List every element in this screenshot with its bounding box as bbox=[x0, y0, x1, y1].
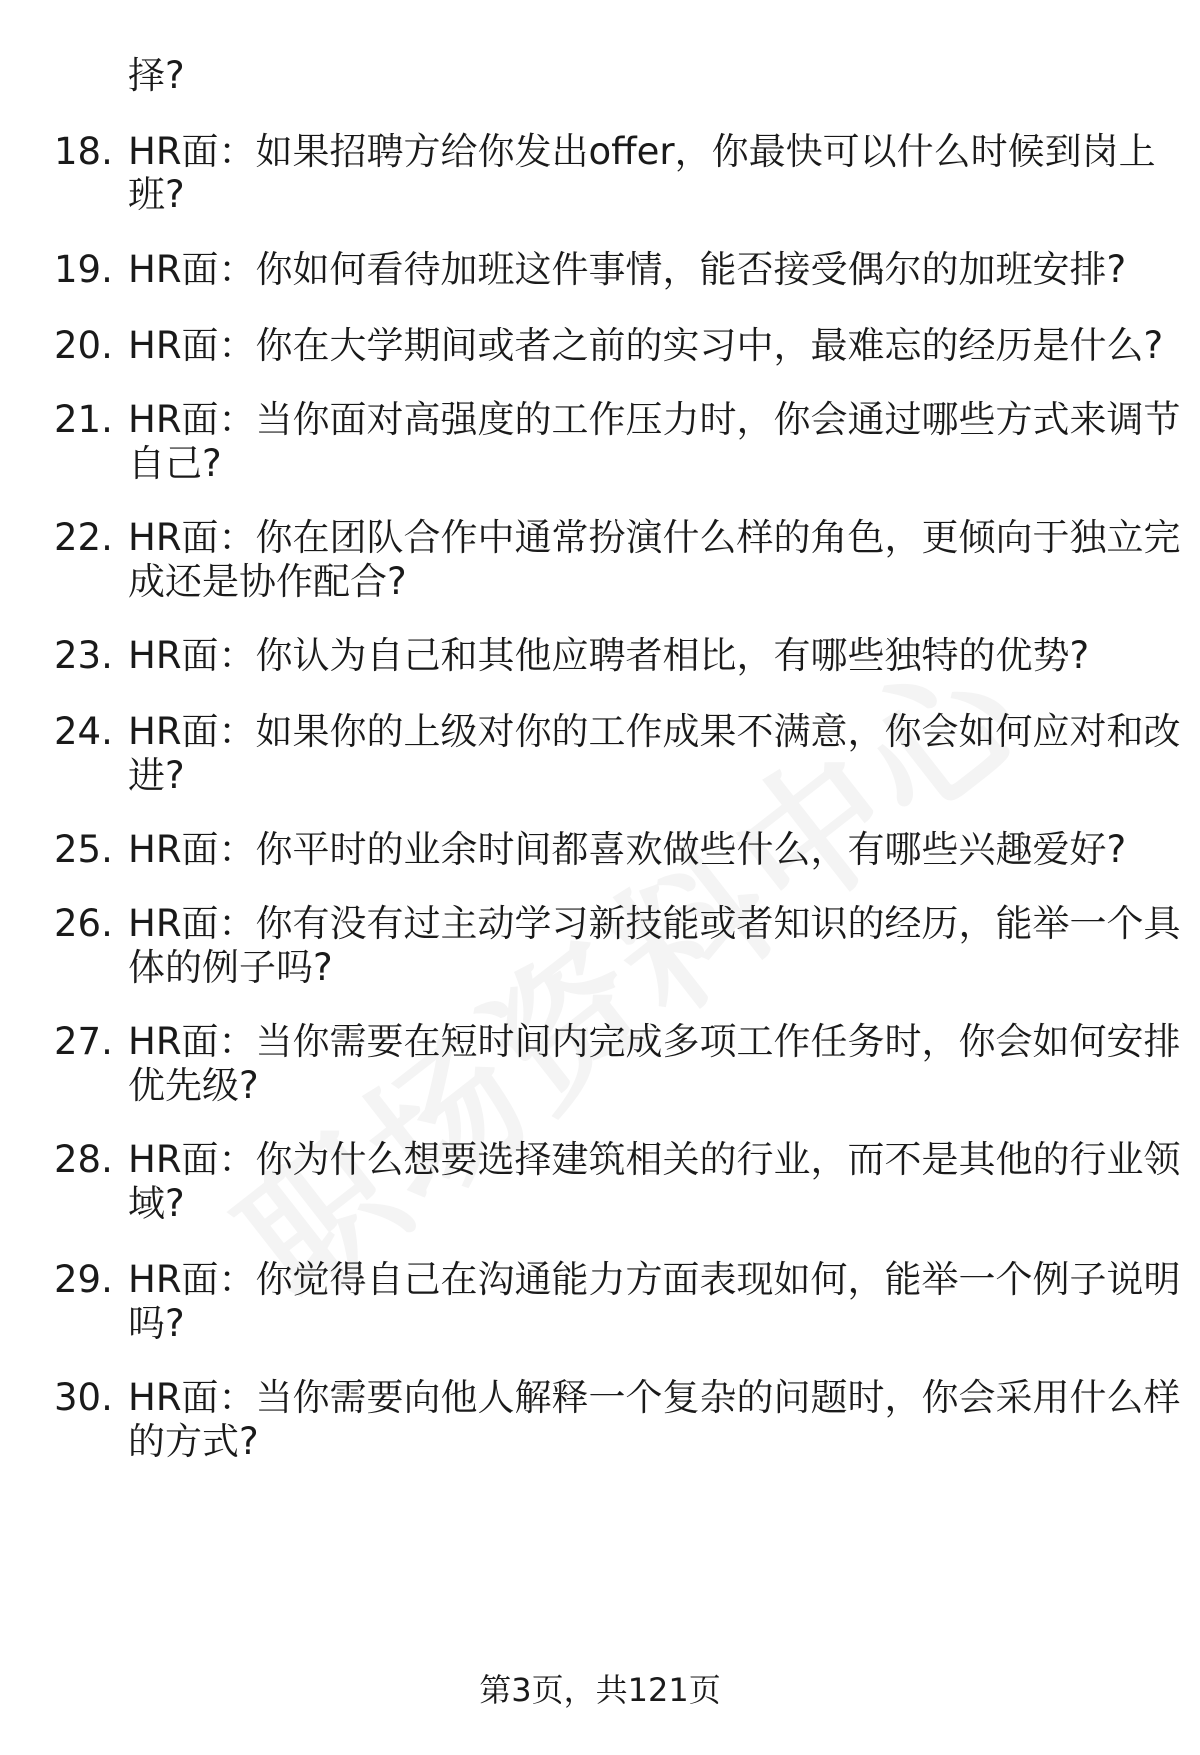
item-text-line: HR面：你觉得自己在沟通能力方面表现如何，能举一个例子说明 bbox=[128, 1258, 1181, 1301]
item-text-line: HR面：你有没有过主动学习新技能或者知识的经历，能举一个具 bbox=[128, 902, 1181, 945]
item-text-line: 班? bbox=[128, 173, 185, 216]
item-text-line: 域? bbox=[128, 1182, 185, 1225]
item-number: 30. bbox=[54, 1376, 113, 1419]
item-text-line: HR面：当你面对高强度的工作压力时，你会通过哪些方式来调节 bbox=[128, 398, 1181, 441]
item-number: 29. bbox=[54, 1258, 113, 1301]
item-text-line: 自己? bbox=[128, 442, 222, 485]
item-number: 19. bbox=[54, 248, 113, 291]
item-text-line: 进? bbox=[128, 754, 185, 797]
item-text-line: HR面：你平时的业余时间都喜欢做些什么，有哪些兴趣爱好? bbox=[128, 828, 1127, 871]
item-text-line: 优先级? bbox=[128, 1064, 259, 1107]
item-number: 20. bbox=[54, 324, 113, 367]
item-text-line: HR面：如果你的上级对你的工作成果不满意，你会如何应对和改 bbox=[128, 710, 1181, 753]
item-text-line: HR面：当你需要在短时间内完成多项工作任务时，你会如何安排 bbox=[128, 1020, 1181, 1063]
item-text-line: 择? bbox=[128, 54, 185, 97]
item-number: 28. bbox=[54, 1138, 113, 1181]
item-text-line: HR面：你认为自己和其他应聘者相比，有哪些独特的优势? bbox=[128, 634, 1090, 677]
item-number: 26. bbox=[54, 902, 113, 945]
item-text-line: 体的例子吗? bbox=[128, 946, 333, 989]
item-text-line: 吗? bbox=[128, 1302, 185, 1345]
item-number: 27. bbox=[54, 1020, 113, 1063]
item-text-line: HR面：当你需要向他人解释一个复杂的问题时，你会采用什么样 bbox=[128, 1376, 1181, 1419]
item-number: 23. bbox=[54, 634, 113, 677]
item-number: 25. bbox=[54, 828, 113, 871]
item-number: 24. bbox=[54, 710, 113, 753]
item-text-line: HR面：如果招聘方给你发出offer，你最快可以什么时候到岗上 bbox=[128, 130, 1156, 173]
item-text-line: 成还是协作配合? bbox=[128, 560, 407, 603]
item-number: 18. bbox=[54, 130, 113, 173]
item-text-line: HR面：你为什么想要选择建筑相关的行业，而不是其他的行业领 bbox=[128, 1138, 1181, 1181]
item-text-line: 的方式? bbox=[128, 1420, 259, 1463]
item-text-line: HR面：你在大学期间或者之前的实习中，最难忘的经历是什么? bbox=[128, 324, 1164, 367]
item-number: 21. bbox=[54, 398, 113, 441]
item-text-line: HR面：你在团队合作中通常扮演什么样的角色，更倾向于独立完 bbox=[128, 516, 1181, 559]
page-footer: 第3页，共121页 bbox=[479, 1671, 721, 1709]
item-text-line: HR面：你如何看待加班这件事情，能否接受偶尔的加班安排? bbox=[128, 248, 1127, 291]
item-number: 22. bbox=[54, 516, 113, 559]
